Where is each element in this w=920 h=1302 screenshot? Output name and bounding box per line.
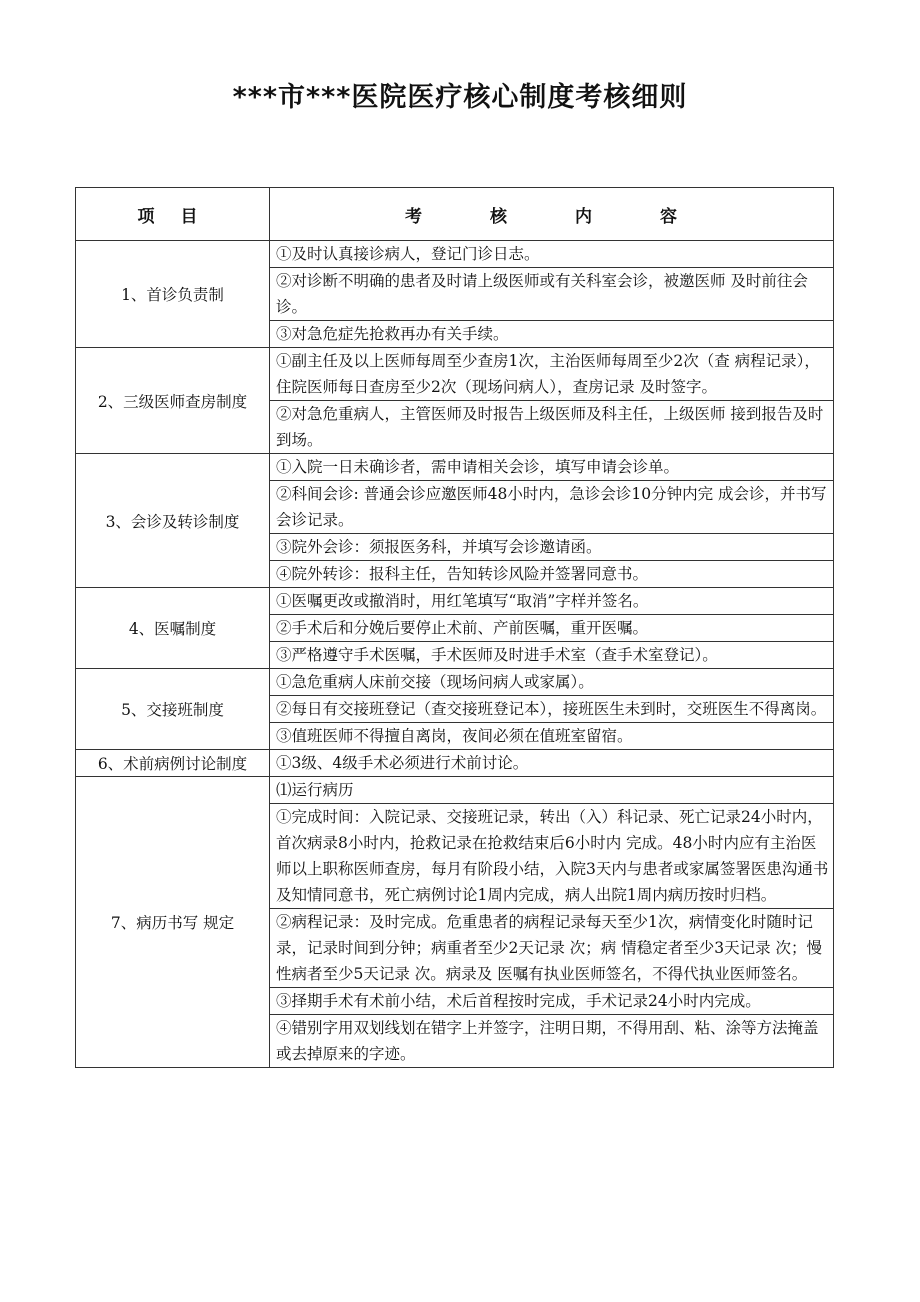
header-content-char: 容	[660, 206, 677, 227]
table-row	[76, 669, 834, 696]
item-cell: 2、三级医师查房制度	[76, 348, 270, 454]
table-row	[76, 777, 834, 804]
table-header-row	[76, 188, 834, 241]
table-row	[76, 348, 834, 401]
item-cell: 4、医嘱制度	[76, 588, 270, 669]
page-title: ***市***医院医疗核心制度考核细则	[232, 82, 688, 113]
content-cell: ②每日有交接班登记（查交接班登记本），接班医生未到时，交班医生不得离岗。	[270, 696, 834, 723]
assessment-table	[75, 187, 834, 1068]
table-row	[76, 750, 834, 777]
table-row	[76, 454, 834, 481]
content-cell: ①3级、4级手术必须进行术前讨论。	[270, 750, 834, 777]
header-content-char: 核	[490, 206, 507, 227]
header-content-char: 考	[405, 206, 422, 227]
item-cell: 3、会诊及转诊制度	[76, 454, 270, 588]
header-content	[270, 188, 834, 241]
item-cell: 1、首诊负责制	[76, 241, 270, 348]
item-cell: 7、病历书写 规定	[76, 777, 270, 1068]
content-cell: ①副主任及以上医师每周至少查房1次，主治医师每周至少2次（查 病程记录），住院医师每日查房至少2次（现场问病人），查房记录 及时签字。	[270, 348, 834, 401]
content-cell: ②手术后和分娩后要停止术前、产前医嘱，重开医嘱。	[270, 615, 834, 642]
content-cell: ②病程记录：及时完成。危重患者的病程记录每天至少1次，病情变化时随时记录，记录时间到分钟；病重者至少2天记录 次；病 情稳定者至少3天记录 次；慢性病者至少5天记录 次。病录及 医嘱有执业医师签名，不得代执业医师签名。	[270, 909, 834, 988]
content-cell: ③严格遵守手术医嘱，手术医师及时进手术室（查手术室登记）。	[270, 642, 834, 669]
content-cell: ①入院一日未确诊者，需申请相关会诊，填写申请会诊单。	[270, 454, 834, 481]
content-cell: ②科间会诊: 普通会诊应邀医师48小时内，急诊会诊10分钟内完 成会诊，并书写会诊记录。	[270, 481, 834, 534]
header-content-char: 内	[575, 206, 592, 227]
content-cell: ②对急危重病人，主管医师及时报告上级医师及科主任，上级医师 接到报告及时到场。	[270, 401, 834, 454]
content-cell: ①完成时间：入院记录、交接班记录，转出（入）科记录、死亡记录24小时内，首次病录8小时内，抢救记录在抢救结束后6小时内 完成。48小时内应有主治医师以上职称医师查房，每月有阶段小结，入院3天内与患者或家属签署医患沟通书及知情同意书，死亡病例讨论1周内完成，病人出院1周内病历按时归档。	[270, 804, 834, 909]
content-cell: ①急危重病人床前交接（现场问病人或家属）。	[270, 669, 834, 696]
content-cell: ②对诊断不明确的患者及时请上级医师或有关科室会诊，被邀医师 及时前往会诊。	[270, 268, 834, 321]
content-cell: ①及时认真接诊病人，登记门诊日志。	[270, 241, 834, 268]
content-cell: ③院外会诊：须报医务科，并填写会诊邀请函。	[270, 534, 834, 561]
content-cell: ①医嘱更改或撤消时，用红笔填写“取消”字样并签名。	[270, 588, 834, 615]
item-cell: 6、术前病例讨论制度	[76, 750, 270, 777]
header-item: 项 目	[76, 188, 270, 241]
table-row	[76, 241, 834, 268]
content-cell: ④院外转诊：报科主任，告知转诊风险并签署同意书。	[270, 561, 834, 588]
table-row	[76, 588, 834, 615]
item-cell: 5、交接班制度	[76, 669, 270, 750]
content-cell: ④错别字用双划线划在错字上并签字，注明日期，不得用刮、粘、涂等方法掩盖或去掉原来的字迹。	[270, 1015, 834, 1068]
content-cell: ③值班医师不得擅自离岗，夜间必须在值班室留宿。	[270, 723, 834, 750]
content-cell: ③对急危症先抢救再办有关手续。	[270, 321, 834, 348]
content-cell: ③择期手术有术前小结，术后首程按时完成，手术记录24小时内完成。	[270, 988, 834, 1015]
content-cell: ⑴运行病历	[270, 777, 834, 804]
